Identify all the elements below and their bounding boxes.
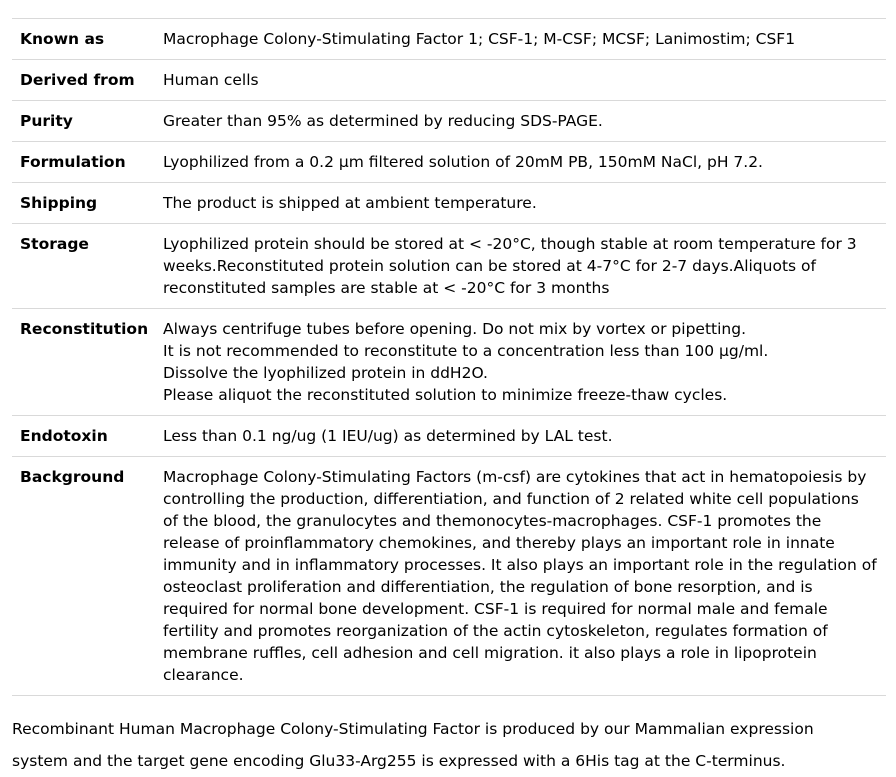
row-value [163, 309, 886, 416]
row-label: Known as [12, 19, 163, 60]
row-label: Storage [12, 224, 163, 309]
row-label: Endotoxin [12, 416, 163, 457]
spec-row-reconstitution [12, 309, 886, 416]
row-label: Background [12, 457, 163, 696]
spec-row-storage [12, 224, 886, 309]
spec-row-endotoxin [12, 416, 886, 457]
row-value: Greater than 95% as determined by reducing SDS-PAGE. [163, 101, 886, 142]
row-label: Shipping [12, 183, 163, 224]
reconstitution-line: Dissolve the lyophilized protein in ddH2O. [163, 364, 488, 382]
row-value: Lyophilized protein should be stored at < -20°C, though stable at room temperature for 3 weeks.Reconstituted protein solution can be stored at 4-7°C for 2-7 days.Aliquots of reconstituted samples are stable at < -20°C for 3 months [163, 224, 886, 309]
row-label: Reconstitution [12, 309, 163, 416]
row-value: Less than 0.1 ng/ug (1 IEU/ug) as determined by LAL test. [163, 416, 886, 457]
row-label: Formulation [12, 142, 163, 183]
spec-row-known-as [12, 19, 886, 60]
row-value: Lyophilized from a 0.2 μm filtered solution of 20mM PB, 150mM NaCl, pH 7.2. [163, 142, 886, 183]
row-label: Derived from [12, 60, 163, 101]
reconstitution-line: Always centrifuge tubes before opening. Do not mix by vortex or pipetting. [163, 320, 746, 338]
reconstitution-line: Please aliquot the reconstituted solution to minimize freeze-thaw cycles. [163, 386, 728, 404]
row-label: Purity [12, 101, 163, 142]
reconstitution-line: It is not recommended to reconstitute to a concentration less than 100 μg/ml. [163, 342, 769, 360]
row-value: Human cells [163, 60, 886, 101]
spec-row-derived-from [12, 60, 886, 101]
product-spec-table [12, 18, 886, 696]
spec-row-purity [12, 101, 886, 142]
spec-row-formulation [12, 142, 886, 183]
product-description-paragraph: Recombinant Human Macrophage Colony-Stimulating Factor is produced by our Mammalian expression system and the target gene encoding Glu33-Arg255 is expressed with a 6His tag at the C-terminus. [12, 719, 814, 770]
spec-row-shipping [12, 183, 886, 224]
row-value: Macrophage Colony-Stimulating Factor 1; CSF-1; M-CSF; MCSF; Lanimostim; CSF1 [163, 19, 886, 60]
row-value: The product is shipped at ambient temperature. [163, 183, 886, 224]
row-value: Macrophage Colony-Stimulating Factors (m-csf) are cytokines that act in hematopoiesis by controlling the production, differentiation, and function of 2 related white cell populations of the blood, the granulocytes and themonocytes-macrophages. CSF-1 promotes the release of proinflammatory chemokines, and thereby plays an important role in innate immunity and in inflammatory processes. It also plays an important role in the regulation of osteoclast proliferation and differentiation, the regulation of bone resorption, and is required for normal bone development. CSF-1 is required for normal male and female fertility and promotes reorganization of the actin cytoskeleton, regulates formation of membrane ruffles, cell adhesion and cell migration. it also plays a role in lipoprotein clearance. [163, 457, 886, 696]
spec-row-background [12, 457, 886, 696]
